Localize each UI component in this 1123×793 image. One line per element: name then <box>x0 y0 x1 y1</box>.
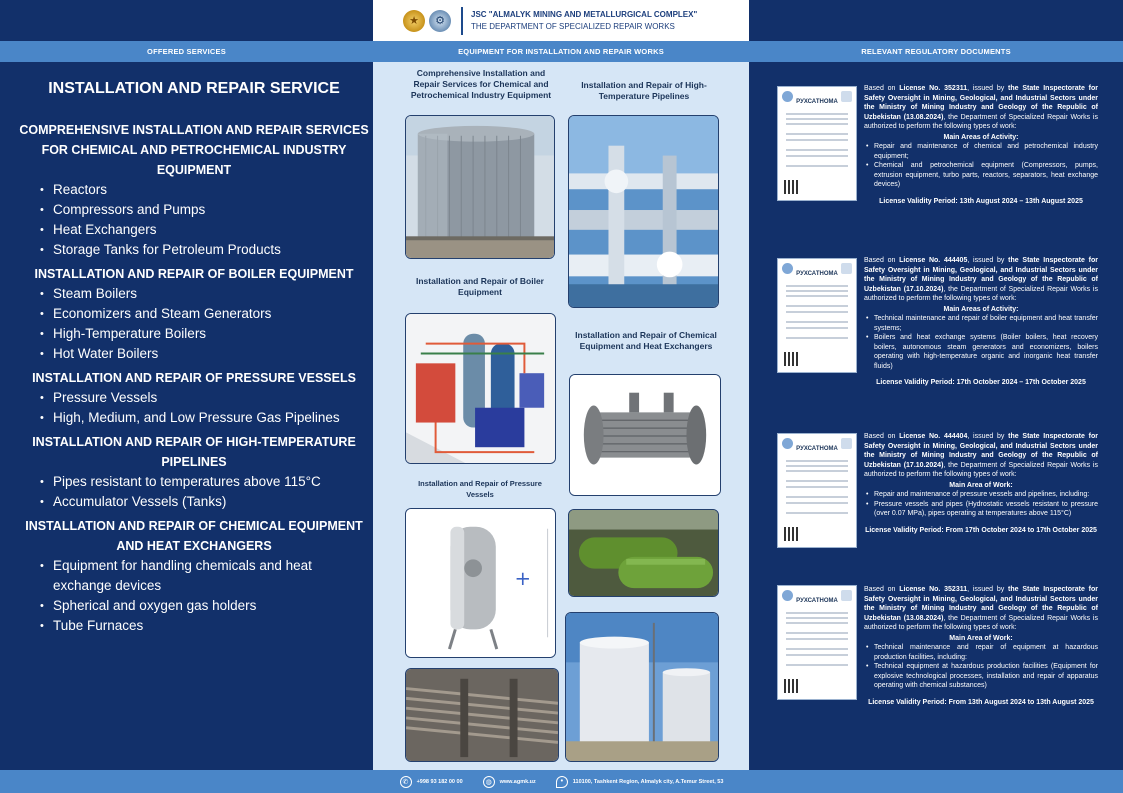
document-heading: РУХСАТНОМА <box>796 99 838 105</box>
license-description <box>864 256 1098 388</box>
pipelines-photo <box>568 115 719 308</box>
text-line <box>786 305 848 307</box>
svg-text:+: + <box>514 566 532 590</box>
service-group-chemical <box>19 120 369 260</box>
service-group-heat-exchangers <box>25 516 363 636</box>
list-item: • Economizers and Steam Generators <box>40 304 359 324</box>
qr-code-icon <box>784 679 798 693</box>
text-line <box>786 480 848 482</box>
services-title: INSTALLATION AND REPAIR SERVICE <box>48 80 340 97</box>
globe-icon: ◍ <box>483 776 495 788</box>
qr-code-icon <box>784 180 798 194</box>
text-line <box>786 133 848 135</box>
license-intro <box>864 432 1098 480</box>
intro-text: , the Department of Specialized Repair Works is authorized to perform the following types of work: <box>864 461 1098 478</box>
intro-text: , issued by <box>967 257 1009 264</box>
company-logo-icon: ⚙ <box>429 10 451 32</box>
license-validity: License Validity Period: From 17th October 2024 to 17th October 2025 <box>865 526 1097 534</box>
header <box>373 0 749 41</box>
text-line <box>786 285 848 287</box>
text-line <box>786 149 848 151</box>
text-line <box>786 496 848 498</box>
emblem-icon: ★ <box>403 10 425 32</box>
list-item: • High, Medium, and Low Pressure Gas Pipelines <box>40 408 359 428</box>
text-line <box>786 654 848 656</box>
tube-bundle-photo <box>405 668 559 762</box>
heat-exchanger-photo <box>569 374 721 496</box>
intro-text: , issued by <box>967 433 1009 440</box>
license-number: License No. 352311 <box>899 85 968 92</box>
license-validity: License Validity Period: 13th August 2024 – 13th August 2025 <box>879 197 1083 205</box>
list-item: • Repair and maintenance of chemical and petrochemical industry equipment; <box>864 142 1098 161</box>
list-item: • Heat Exchangers <box>40 220 359 240</box>
document-heading: РУХСАТНОМА <box>796 271 838 277</box>
list-item: • Pressure vessels and pipes (Hydrostatic vessels resistant to pressure (over 0.07 MPa), pipes operating at temperatures above 115°C) <box>864 500 1098 519</box>
location-pin-icon: • <box>556 776 568 788</box>
license-document-thumbnail[interactable] <box>777 585 857 700</box>
text-line <box>786 327 848 329</box>
license-document-thumbnail[interactable] <box>777 86 857 201</box>
list-item: • High-Temperature Boilers <box>40 324 359 344</box>
text-line <box>786 123 848 125</box>
text-line <box>786 165 848 167</box>
intro-text: Based on <box>864 586 900 593</box>
footer <box>0 770 1123 793</box>
text-line <box>786 460 848 462</box>
white-tanks-photo <box>565 612 719 762</box>
text-line <box>786 118 848 120</box>
intro-text: Based on <box>864 257 900 264</box>
text-line <box>786 612 848 614</box>
boiler-photo <box>405 313 556 464</box>
list-item: • Boilers and heat exchange systems (Boiler boilers, heat recovery boilers, autonomous steam generators and economizers, boilers operating with high-temperature organic and inorganic heat transfer fluids) <box>864 333 1098 371</box>
text-line <box>786 638 848 640</box>
footer-phone[interactable] <box>400 776 463 788</box>
text-line <box>786 648 848 650</box>
license-intro <box>864 256 1098 304</box>
license-number: License No. 352311 <box>899 586 968 593</box>
pressure-vessel-photo <box>405 508 556 658</box>
regulatory-documents-label: RELEVANT REGULATORY DOCUMENTS <box>795 41 1077 62</box>
area-title: Main Areas of Activity: <box>943 305 1019 313</box>
license-issuer: the State Inspectorate for Safety Oversight in Mining, Geological, and Industrial Sectors under the Ministry of Mining Industry and Geology of the Republic of Uzbekistan (13.08.2024) <box>864 85 1098 121</box>
offered-services-bar: OFFERED SERVICES <box>0 41 373 62</box>
qr-code-icon <box>784 527 798 541</box>
text-line <box>786 139 848 141</box>
address-text: 110100, Tashkent Region, Almalyk city, A.Temur Street, 53 <box>572 778 724 785</box>
license-description <box>864 432 1098 535</box>
list-item: • Technical maintenance and repair of equipment at hazardous production facilities, including: <box>864 643 1098 662</box>
list-item: • Repair and maintenance of pressure vessels and pipelines, including: <box>864 490 1098 500</box>
service-group-pressure <box>32 368 359 428</box>
list-item: • Storage Tanks for Petroleum Products <box>40 240 359 260</box>
area-title: Main Area of Work: <box>949 481 1013 489</box>
license-document-thumbnail[interactable] <box>777 258 857 373</box>
text-line <box>786 470 848 472</box>
service-group-pipelines <box>32 432 359 512</box>
license-intro <box>864 585 1098 633</box>
footer-address <box>556 776 724 788</box>
text-line <box>786 321 848 323</box>
caption-pipelines: Installation and Repair of High-Temperature Pipelines <box>581 80 707 101</box>
caption-chemical: Comprehensive Installation and Repair Services for Chemical and Petrochemical Industry Equipment <box>410 68 552 100</box>
license-number: License No. 444405 <box>899 257 968 264</box>
text-line <box>786 465 848 467</box>
license-validity: License Validity Period: 17th October 2024 – 17th October 2025 <box>876 379 1086 386</box>
list-item: • Accumulator Vessels (Tanks) <box>40 492 359 512</box>
intro-text: , the Department of Specialized Repair Works is authorized to perform the following types of work: <box>864 285 1098 302</box>
list-item: • Tube Furnaces <box>40 616 359 636</box>
license-issuer: the State Inspectorate for Safety Oversight in Mining, Geological, and Industrial Sectors under the Ministry of Mining Industry and Geology of the Republic of Uzbekistan (17.10.2024) <box>864 433 1098 469</box>
company-name: JSC "ALMALYK MINING AND METALLURGICAL COMPLEX" <box>471 9 698 19</box>
document-heading: РУХСАТНОМА <box>796 598 838 604</box>
list-item: • Pipes resistant to temperatures above 115°C <box>40 472 359 492</box>
storage-tank-photo <box>405 115 555 259</box>
list-item: • Steam Boilers <box>40 284 359 304</box>
license-issuer: the State Inspectorate for Safety Oversight in Mining, Geological, and Industrial Sectors under the Ministry of Mining Industry and Geology of the Republic of Uzbekistan (13.08.2024) <box>864 586 1098 622</box>
header-divider <box>461 7 463 35</box>
license-description <box>864 84 1098 206</box>
service-group-title: INSTALLATION AND REPAIR OF BOILER EQUIPMENT <box>34 267 354 281</box>
text-line <box>786 486 848 488</box>
license-intro <box>864 84 1098 132</box>
header-text <box>471 9 697 33</box>
license-validity: License Validity Period: From 13th August 2024 to 13th August 2025 <box>868 698 1094 706</box>
list-item: • Equipment for handling chemicals and heat exchange devices <box>40 556 359 596</box>
intro-text: , issued by <box>967 586 1009 593</box>
gas-tanks-photo <box>568 509 719 597</box>
text-line <box>786 502 848 504</box>
service-group-boiler <box>34 264 359 364</box>
phone-number[interactable]: +998 93 182 00 00 <box>416 778 463 785</box>
regulatory-documents-bar <box>749 41 1123 62</box>
service-group-title: COMPREHENSIVE INSTALLATION AND REPAIR SERVICES FOR CHEMICAL AND PETROCHEMICAL INDUSTRY EQUIPMENT <box>19 123 369 177</box>
equipment-bar: EQUIPMENT FOR INSTALLATION AND REPAIR WORKS <box>373 41 749 62</box>
text-line <box>786 512 848 514</box>
license-number: License No. 444404 <box>899 433 968 440</box>
list-item: • Technical equipment at hazardous production facilities (Equipment for explosive technological processes, installation and repair of apparatus operating with chemical substances) <box>864 662 1098 691</box>
license-issuer: the State Inspectorate for Safety Oversight in Mining, Geological, and Industrial Sectors under the Ministry of Mining Industry and Geology of the Republic of Uzbekistan (17.10.2024) <box>864 257 1098 293</box>
footer-website[interactable] <box>483 776 536 788</box>
caption-boiler: Installation and Repair of Boiler Equipment <box>416 276 544 297</box>
list-item: • Compressors and Pumps <box>40 200 359 220</box>
area-title: Main Area of Work: <box>949 634 1013 642</box>
text-line <box>786 155 848 157</box>
license-description <box>864 585 1098 707</box>
department-name: THE DEPARTMENT OF SPECIALIZED REPAIR WORKS <box>471 21 675 31</box>
website-link[interactable]: www.agmk.uz <box>499 778 536 785</box>
intro-text: , issued by <box>967 85 1009 92</box>
qr-code-icon <box>784 352 798 366</box>
document-heading: РУХСАТНОМА <box>796 446 838 452</box>
service-group-title: INSTALLATION AND REPAIR OF HIGH-TEMPERATURE PIPELINES <box>32 435 356 469</box>
intro-text: , the Department of Specialized Repair Works is authorized to perform the following types of work: <box>864 614 1098 631</box>
list-item: • Chemical and petrochemical equipment (Compressors, pumps, extrusion equipment, turbo parts, reactors, separators, heat exchange devices) <box>864 161 1098 190</box>
phone-icon: ✆ <box>400 776 412 788</box>
equipment-column <box>373 62 749 770</box>
intro-text: Based on <box>864 433 900 440</box>
service-group-title: INSTALLATION AND REPAIR OF CHEMICAL EQUIPMENT AND HEAT EXCHANGERS <box>25 519 363 553</box>
text-line <box>786 311 848 313</box>
service-group-title: INSTALLATION AND REPAIR OF PRESSURE VESSELS <box>32 371 356 385</box>
list-item: • Spherical and oxygen gas holders <box>40 596 359 616</box>
caption-pressure-vessels: Installation and Repair of Pressure Vessels <box>418 479 542 499</box>
text-line <box>786 632 848 634</box>
list-item: • Technical maintenance and repair of boiler equipment and heat transfer systems; <box>864 314 1098 333</box>
services-column <box>0 62 373 770</box>
text-line <box>786 113 848 115</box>
caption-heat-exchangers: Installation and Repair of Chemical Equipment and Heat Exchangers <box>575 330 717 351</box>
text-line <box>786 337 848 339</box>
documents-column <box>749 62 1123 770</box>
area-title: Main Areas of Activity: <box>943 133 1019 141</box>
text-line <box>786 664 848 666</box>
text-line <box>786 617 848 619</box>
license-document-thumbnail[interactable] <box>777 433 857 548</box>
list-item: • Reactors <box>40 180 359 200</box>
list-item: • Hot Water Boilers <box>40 344 359 364</box>
intro-text: , the Department of Specialized Repair Works is authorized to perform the following types of work: <box>864 113 1098 130</box>
text-line <box>786 295 848 297</box>
text-line <box>786 290 848 292</box>
intro-text: Based on <box>864 85 900 92</box>
text-line <box>786 622 848 624</box>
list-item: • Pressure Vessels <box>40 388 359 408</box>
